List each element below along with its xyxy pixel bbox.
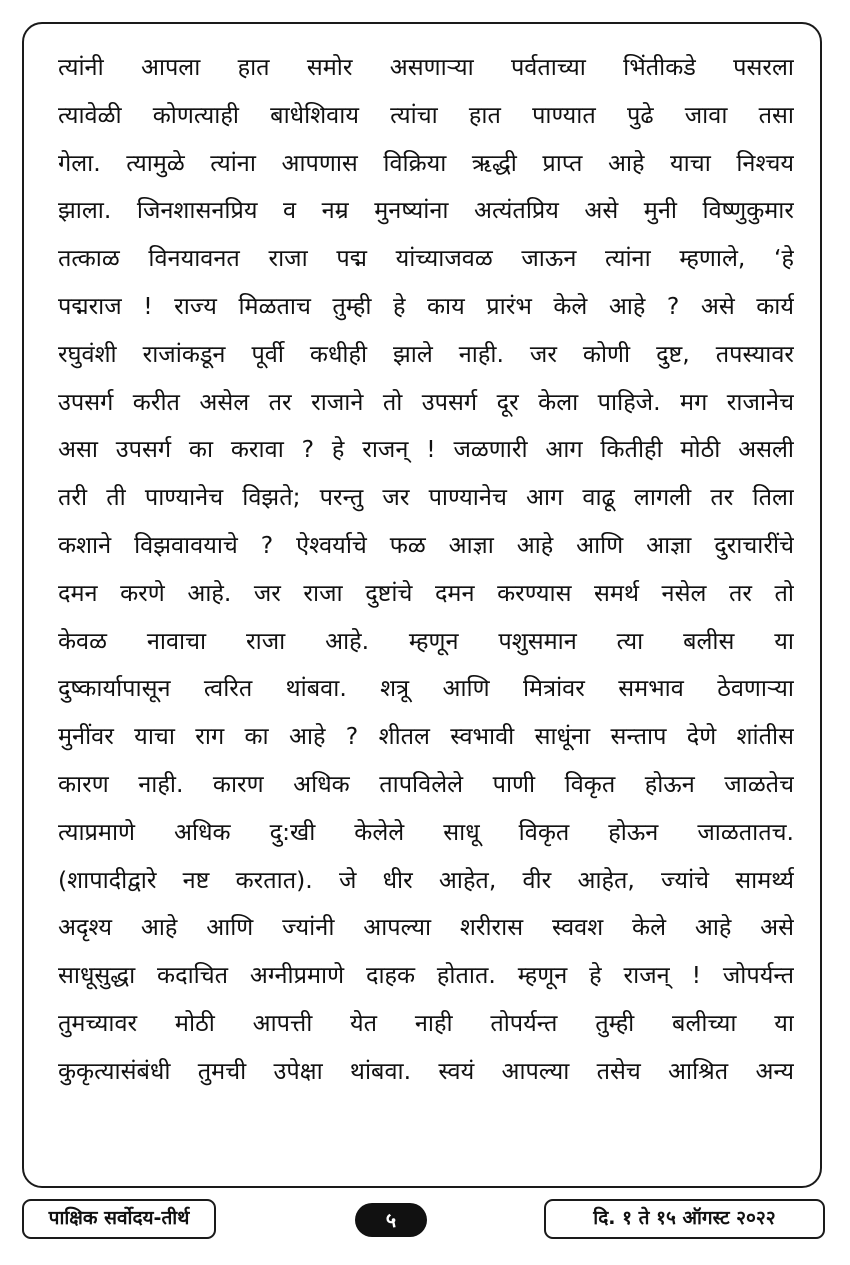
text-line: तरी ती पाण्यानेच विझते; परन्तु जर पाण्यानेच आग वाढू लागली तर तिला: [58, 483, 794, 512]
text-line: उपसर्ग करीत असेल तर राजाने तो उपसर्ग दूर केला पाहिजे. मग राजानेच: [58, 387, 794, 416]
page-number: ५: [355, 1203, 427, 1237]
text-line: पद्मराज ! राज्य मिळताच तुम्ही हे काय प्रारंभ केले आहे ? असे कार्य: [58, 291, 794, 320]
text-line: असा उपसर्ग का करावा ? हे राजन् ! जळणारी आग कितीही मोठी असली: [58, 435, 794, 464]
text-line: कशाने विझवावयाचे ? ऐश्वर्याचे फळ आज्ञा आहे आणि आज्ञा दुराचारींचे: [58, 530, 794, 559]
text-line: कारण नाही. कारण अधिक तापविलेले पाणी विकृत होऊन जाळतेच: [58, 769, 794, 798]
issue-date: दि. १ ते १५ ऑगस्ट २०२२: [544, 1199, 825, 1239]
text-line: तुमच्यावर मोठी आपत्ती येत नाही तोपर्यन्त तुम्ही बलीच्या या: [58, 1008, 794, 1037]
text-line: तत्काळ विनयावनत राजा पद्म यांच्याजवळ जाऊन त्यांना म्हणाले, ‘हे: [58, 244, 794, 273]
text-line: रघुवंशी राजांकडून पूर्वी कधीही झाले नाही. जर कोणी दुष्ट, तपस्यावर: [58, 339, 794, 368]
text-line: केवळ नावाचा राजा आहे. म्हणून पशुसमान त्या बलीस या: [58, 626, 794, 655]
text-line: दुष्कार्यापासून त्वरित थांबवा. शत्रू आणि मित्रांवर समभाव ठेवणाऱ्या: [58, 674, 794, 703]
text-line: दमन करणे आहे. जर राजा दुष्टांचे दमन करण्यास समर्थ नसेल तर तो: [58, 578, 794, 607]
text-line: त्यांनी आपला हात समोर असणाऱ्या पर्वताच्या भिंतीकडे पसरला: [58, 53, 794, 81]
text-line: अदृश्य आहे आणि ज्यांनी आपल्या शरीरास स्ववश केले आहे असे: [58, 913, 794, 942]
text-line: कुकृत्यासंबंधी तुमची उपेक्षा थांबवा. स्वयं आपल्या तसेच आश्रित अन्य: [58, 1056, 794, 1085]
text-line: साधूसुद्धा कदाचित अग्नीप्रमाणे दाहक होतात. म्हणून हे राजन् ! जोपर्यन्त: [58, 961, 794, 990]
text-line: (शापादीद्वारे नष्ट करतात). जे धीर आहेत, वीर आहेत, ज्यांचे सामर्थ्य: [58, 865, 794, 894]
text-line: त्यावेळी कोणत्याही बाधेशिवाय त्यांचा हात पाण्यात पुढे जावा तसा: [58, 100, 794, 129]
publication-name: पाक्षिक सर्वोदय-तीर्थ: [22, 1199, 216, 1239]
text-line: त्याप्रमाणे अधिक दु:खी केलेले साधू विकृत होऊन जाळतातच.: [58, 817, 794, 846]
page-footer: [0, 1199, 850, 1247]
body-text: [58, 44, 794, 1096]
text-line: झाला. जिनशासनप्रिय व नम्र मुनष्यांना अत्यंतप्रिय असे मुनी विष्णुकुमार: [58, 196, 794, 225]
text-line: गेला. त्यामुळे त्यांना आपणास विक्रिया ऋद्धी प्राप्त आहे याचा निश्चय: [58, 148, 794, 177]
text-line: मुनींवर याचा राग का आहे ? शीतल स्वभावी साधूंना सन्ताप देणे शांतीस: [58, 722, 794, 751]
